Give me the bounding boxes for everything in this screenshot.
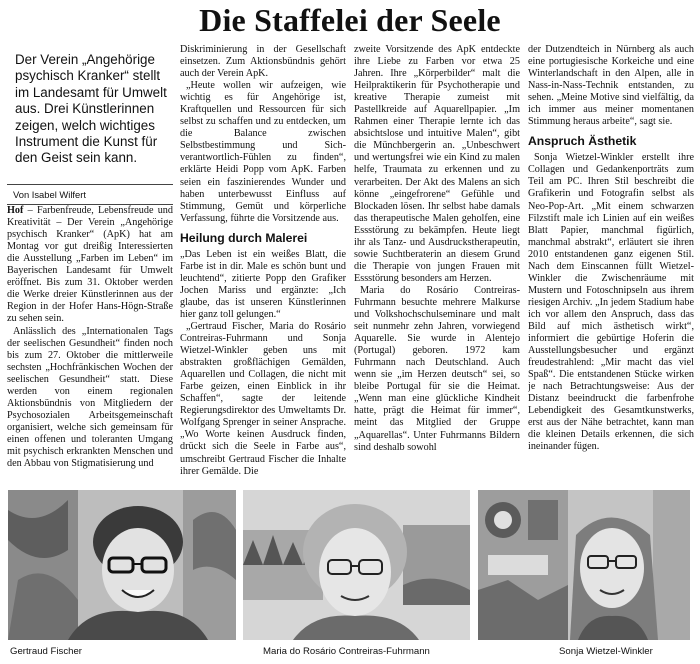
portrait-image (8, 490, 236, 640)
portrait-photo-maria-do-rosario (243, 490, 470, 640)
photo-caption: Maria do Rosário Contreiras-Fuhrmann (263, 646, 430, 657)
article-paragraph: zweite Vorsitzende des ApK entdeckte ihre Liebe zu Farben vor etwa 25 Jahren. Ihre „Körperbilder“ malt die Heilpraktikerin für Psychotherapie und kreative Therapie zumeist mit Pastellkreide auf Aquarellpapier. „Im Rahmen einer Therapie lernte ich das absichtslose und intuitive Malen“, gibt die Münchbergerin an. „Unbeschwert und wertungsfrei wie ein Kind zu malen helfe, Traumata zu erkennen und zu verarbeiten. Der Akt des Malens an sich könne „eingefrorene“ Gefühle und Blockaden lösen. Ihr selbst habe damals das therapeutische Malen geholfen, eine Essstörung zu bekämpfen. Heute liegt ihr als Tanz- und Ausdruckstherapeutin, sowie Suchtberaterin an diesem Grund die Therapie von jungen Frauen mit Essstörung besonders am Herzen. (354, 44, 520, 284)
photo-caption: Gertraud Fischer (10, 646, 82, 657)
portrait-photo-gertraud-fischer (8, 490, 236, 640)
article-column-3 (354, 44, 520, 486)
article-column-1 (7, 44, 173, 486)
article-paragraph: Sonja Wietzel-Winkler erstellt ihre Collagen und Gedankenporträts zum Teil am PC. Ihren Stil beschreibt die Grafikerin und Fotografin selbst als Neo-Pop-Art. „Mit einem schwarzen Filzstift male ich Linien auf ein weißes Blatt Papier, manchmal figürlich, manchmal abstrakt“, erläutert sie ihren 2010 entstandenen ganz eigenen Stil. Nach dem Einscannen füllt Wietzel-Winkler die Zwischenräume mit Mustern und Fotoschnipseln aus ihrem riesigen Archiv. „In jedem Stadium habe ich vor allem den Anspruch, dass das Bild auf mich ästhetisch wirkt“, informiert die gebürtige Hoferin die Ausstellungsbesucher und ergänzt freudestrahlend: „Mir macht das viel Spaß“. Die entstandenen Stücke wirken je nach Betrachtungsweise: Aus der Distanz beeindruckt die farbenfrohe Lebendigkeit des Gesamtkunstwerks, erst aus der Nähe betrachtet, kann man die kleinen Details erkennen, die sich ineinander fügen. (528, 152, 694, 453)
section-subheading: Anspruch Ästhetik (528, 134, 637, 149)
article-paragraph (7, 205, 173, 325)
article-paragraph: der Dutzendteich in Nürnberg als auch eine portugiesische Korkeiche und eine Winterlandschaft in den Alpen, alle in Nass-in-Nass-Technik entstanden, zu sehen. „Meine Motive sind vielfältig, da ich immer aus meiner momentanen Stimmung heraus arbeite“, sagt sie. (528, 44, 694, 128)
article-column-4 (528, 44, 694, 486)
section-subheading: Heilung durch Malerei (180, 230, 308, 245)
photo-caption: Sonja Wietzel-Winkler (559, 646, 653, 657)
article-dateline: Hof (7, 205, 24, 217)
article-column-2 (180, 44, 346, 486)
article-byline: Von Isabel Wilfert (7, 184, 173, 205)
article-paragraph: Anlässlich des „Internationalen Tags der seelischen Gesundheit“ finden noch bis zum 27. Oktober die mittlerweile sechsten „Hochfränkischen Wochen der seelischen Gesundheit“ statt. Diese werden von einem regionalen Aktionsbündnis von Mitgliedern der Psychosozialen Arbeitsgemeinschaft organisiert, welche sich gemeinsam für einen offenen und toleranten Umgang mit psychisch erkrankten Menschen und den Abbau von Stigmatisierung und (7, 325, 173, 470)
portrait-image (243, 490, 470, 640)
article-teaser: Der Verein „Angehörige psychisch Kranker“ stellt im Landesamt für Umwelt aus. Drei Künstlerinnen zeigen, welch wichtiges Instrument die Kunst für den Geist sein kann. (15, 52, 167, 166)
article-paragraph: Maria do Rosário Contreiras-Fuhrmann besuchte mehrere Malkurse und Volkshochschulseminare und malt seit nunmehr zehn Jahren, vorwiegend Aquarelle. Sie wurde in Alentejo (Portugal) geboren. 1972 kam Fuhrmann nach Deutschland. Auch wenn sie „im Herzen deutsch“ sei, so bleibe Portugal für sie die Heimat. „Wenn man eine glückliche Kindheit hatte, prägt die Heimat für immer“, meint das Mitglied der Gruppe „Aquarellas“. Unter Fuhrmanns Bildern sind deshalb sowohl (354, 284, 520, 453)
article-headline: Die Staffelei der Seele (199, 2, 501, 38)
portrait-image (478, 490, 690, 640)
paragraph-text: – Farbenfreude, Lebensfreude und Kreativität – Der Verein „Angehörige psychisch Kranker“ (ApK) hat am Montag vor gut dreißig Interessierten die Ausstellung „Farben im Leben“ im Bayerischen Landesamt für Umwelt eröffnet. Bis zum 31. Oktober werden die Werke dreier Künstlerinnen aus der Region in der Hofer Hans-Högn-Straße zu sehen sein. (7, 205, 173, 325)
article-paragraph: „Heute wollen wir aufzeigen, wie wichtig es für Angehörige ist, Kraftquellen und Ressourcen für sich selbst zu schaffen und zu entdecken, um die Balance zwischen Selbstbestimmung und Sich-verantwortlich-Fühlen zu finden“, erklärte Heidi Popp vom ApK. Farben seien ein faszinierendes Wunder und haben unterbewusst Einfluss auf Stimmung, Gemüt und körperliche Verfassung, führte die Vorsitzende aus. (180, 80, 346, 224)
article-paragraph: „Das Leben ist ein weißes Blatt, die Farbe ist in dir. Male es schön bunt und leuchtend“, zitierte Popp den Grafiker Jochen Mariss und ergänzte: „Ich glaube, das ist unseren Künstlerinnen hier ganz toll gelungen.“ (180, 248, 346, 320)
article-paragraph: „Gertraud Fischer, Maria do Rosário Contreiras-Fuhrmann und Sonja Wietzel-Winkler geben uns mit abstrakten großflächigen Gemälden, Aquarellen und Collagen, die nicht mit Farbe geizen, einen Einblick in ihr Schaffen“, sagte der leitende Regierungsdirektor des Umweltamts Dr. Wolfgang Sprenger in seiner Ansprache. „Wo Worte keinen Ausdruck finden, drückt sich die Seele in Farbe aus“, umschreibt Gertraud Fischer die Inhalte ihrer Gemälde. Die (180, 320, 346, 477)
portrait-photo-sonja-wietzel-winkler (478, 490, 690, 640)
article-paragraph: Diskriminierung in der Gesellschaft einsetzen. Zum Aktionsbündnis gehört auch der Verein ApK. (180, 44, 346, 80)
